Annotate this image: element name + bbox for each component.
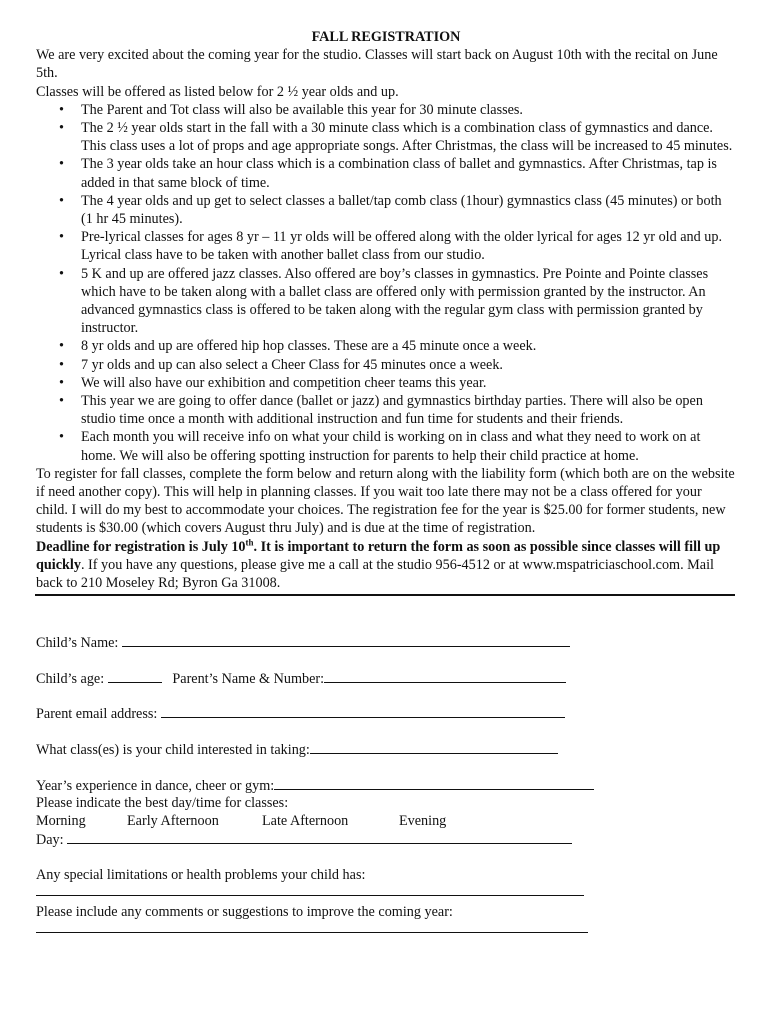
- bullet-icon: •: [59, 101, 64, 118]
- parent-email-label: Parent email address:: [36, 706, 161, 722]
- classes-field[interactable]: [310, 740, 558, 754]
- option-morning[interactable]: Morning: [36, 813, 86, 829]
- parent-email-field[interactable]: [161, 704, 565, 718]
- list-item: • The 2 ½ year olds start in the fall with a 30 minute class which is a combination class of gymnastics and dance. This class uses a lot of props and age appropriate songs. After Christmas, the class will be increased to 45 minutes.: [59, 120, 733, 155]
- list-item: • 7 yr olds and up can also select a Cheer Class for 45 minutes once a week.: [59, 356, 503, 373]
- child-age-field[interactable]: [108, 669, 162, 683]
- class-list: [36, 101, 736, 465]
- bullet-icon: •: [59, 156, 64, 173]
- list-item: • This year we are going to offer dance (ballet or jazz) and gymnastics birthday parties. There will also be open studio time once a month with additional instruction and fun time for students and their friends.: [59, 393, 703, 428]
- list-item: • We will also have our exhibition and competition cheer teams this year.: [59, 374, 487, 391]
- best-day-label: Please indicate the best day/time for classes:: [36, 795, 289, 811]
- option-evening[interactable]: Evening: [399, 813, 447, 829]
- registration-document: [36, 28, 736, 596]
- intro-classes-line: Classes will be offered as listed below for 2 ½ year olds and up.: [36, 83, 399, 100]
- bullet-icon: •: [59, 265, 64, 282]
- option-late-afternoon[interactable]: Late Afternoon: [262, 813, 349, 829]
- limitations-field[interactable]: [36, 882, 584, 896]
- limitations-label: Any special limitations or health problems your child has:: [36, 867, 366, 883]
- bullet-icon: •: [59, 429, 64, 446]
- experience-row: [36, 776, 594, 795]
- list-item: • The 3 year olds take an hour class which is a combination class of ballet and gymnastics. After Christmas, tap is added in that same block of time.: [59, 156, 717, 191]
- bullet-icon: •: [59, 120, 64, 137]
- contact-info: . If you have any questions, please give me a call at the studio 956-4512 or at www.mspatriciaschool.com. Mail back to 210 Moseley Rd; Byron Ga 31008.: [36, 556, 714, 592]
- child-name-field[interactable]: [122, 633, 374, 647]
- bullet-icon: •: [59, 374, 64, 391]
- child-name-label: Child’s Name:: [36, 635, 122, 651]
- list-item: • Each month you will receive info on what your child is working on in class and what they need to work on at home. We will also be offering spotting instruction for parents to help their child practice at home.: [59, 429, 701, 464]
- comments-field[interactable]: [36, 919, 588, 933]
- experience-label: Year’s experience in dance, cheer or gym:: [36, 778, 275, 794]
- experience-field[interactable]: [274, 776, 594, 790]
- page-title: FALL REGISTRATION: [311, 29, 461, 45]
- child-age-label: Child’s age:: [36, 671, 108, 687]
- section-divider: [35, 594, 735, 596]
- deadline-paragraph: [36, 538, 736, 593]
- classes-label: What class(es) is your child interested in taking:: [36, 742, 310, 758]
- day-label: Day:: [36, 832, 68, 848]
- email-row: [36, 704, 565, 723]
- child-name-row: [36, 633, 570, 652]
- parent-name-field[interactable]: [324, 669, 566, 683]
- parent-name-label: Parent’s Name & Number:: [172, 671, 325, 687]
- comments-row: [36, 919, 588, 938]
- limitations-row: [36, 882, 584, 901]
- list-item: • The Parent and Tot class will also be available this year for 30 minute classes.: [59, 101, 523, 118]
- option-early-afternoon[interactable]: Early Afternoon: [127, 813, 219, 829]
- day-field[interactable]: [67, 830, 572, 844]
- classes-row: [36, 740, 558, 759]
- bullet-icon: •: [59, 338, 64, 355]
- list-item: • The 4 year olds and up get to select classes a ballet/tap comb class (1hour) gymnastics class (45 minutes) or both (1 hr 45 minutes).: [59, 192, 722, 228]
- child-name-field-extra[interactable]: [374, 633, 570, 647]
- bullet-icon: •: [59, 229, 64, 246]
- bullet-icon: •: [59, 393, 64, 410]
- bullet-icon: •: [59, 356, 64, 373]
- bullet-icon: •: [59, 192, 64, 209]
- list-item: • 8 yr olds and up are offered hip hop classes. These are a 45 minute once a week.: [59, 338, 537, 355]
- day-row: [36, 830, 572, 849]
- register-instructions: To register for fall classes, complete the form below and return along with the liability form (which both are on the website if need another copy). This will help in planning classes. If you wait too late there may not be a class offered for your child. I will do my best to accommodate your choices. The registration fee for the year is $25.00 for former students, new students is $30.00 (which covers August thru July) and is due at the time of registration.: [36, 465, 735, 537]
- intro-paragraph: We are very excited about the coming year for the studio. Classes will start back on August 10th with the recital on June 5th.: [36, 47, 718, 82]
- deadline-bold: Deadline for registration is July 10th. It is important to return the form as soon as possible since classes will fill up quickly: [36, 536, 721, 573]
- child-age-row: [36, 669, 566, 688]
- comments-label: Please include any comments or suggestions to improve the coming year:: [36, 904, 453, 920]
- list-item: • 5 K and up are offered jazz classes. Also offered are boy’s classes in gymnastics. Pre Pointe and Pointe classes which have to be taken along with a ballet class are offered only with permission granted by the instructor. An advanced gymnastics class is offered to be taken along with the regular gym class with permission granted by instructor.: [59, 265, 709, 337]
- list-item: • Pre-lyrical classes for ages 8 yr – 11 yr olds will be offered along with the older lyrical for ages 12 yr old and up. Lyrical class have to be taken with another ballet class from our studio.: [59, 229, 723, 264]
